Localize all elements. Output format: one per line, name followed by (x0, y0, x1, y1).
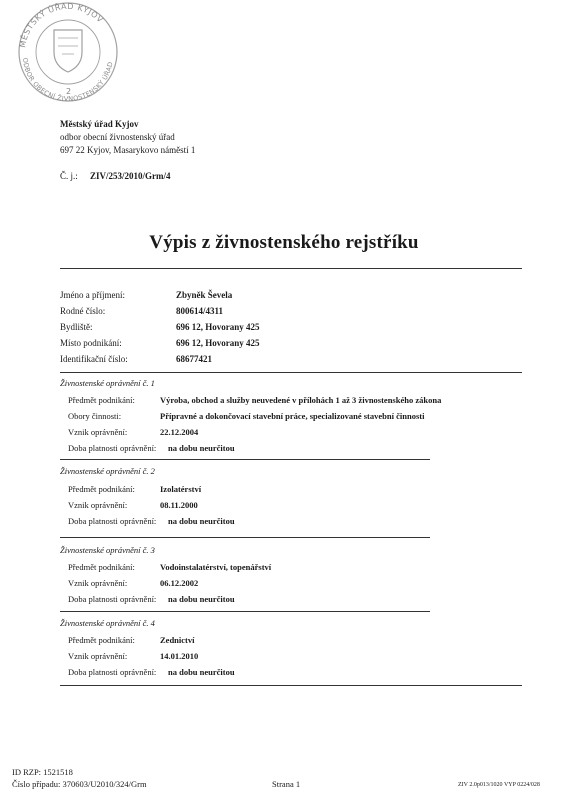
person-label: Jméno a příjmení: (60, 290, 125, 300)
person-value: Zbyněk Ševela (176, 290, 233, 300)
license-row (68, 635, 195, 645)
license-divider (60, 459, 430, 460)
license-label: Doba platnosti oprávnění: (68, 667, 157, 677)
license-value: na dobu neurčitou (168, 516, 235, 526)
license-value: Výroba, obchod a služby neuvedené v přílohách 1 až 3 živnostenského zákona (160, 395, 442, 405)
person-label: Rodné číslo: (60, 306, 106, 316)
footer-id-rzp: ID RZP: 1521518 (12, 767, 73, 777)
svg-text:ODBOR OBECNÍ ŽIVNOSTENSKÝ ÚŘAD (21, 57, 115, 103)
seal-ring-top: MĚSTSKÝ ÚŘAD KYJOV (18, 1, 105, 49)
license-row (68, 667, 235, 677)
license-label: Předmět podnikání: (68, 562, 135, 572)
footer-ids (12, 766, 147, 790)
license-label: Předmět podnikání: (68, 635, 135, 645)
license-value: Izolatérství (160, 484, 202, 494)
license-label: Předmět podnikání: (68, 484, 135, 494)
reference-value: ZIV/253/2010/Grm/4 (90, 171, 171, 181)
license-value: Přípravné a dokončovací stavební práce, specializované stavební činnosti (160, 411, 425, 421)
license-label: Předmět podnikání: (68, 395, 135, 405)
footer-page: Strana 1 (272, 779, 301, 789)
license-label: Vznik oprávnění: (68, 578, 128, 588)
license-row (68, 516, 235, 526)
license-row (68, 427, 199, 437)
license-heading: Živnostenské oprávnění č. 2 (60, 466, 155, 476)
license-label: Obory činnosti: (68, 411, 122, 421)
svg-text:MĚSTSKÝ ÚŘAD KYJOV (18, 2, 105, 49)
license-value: Zednictví (160, 635, 195, 645)
license-row (68, 411, 425, 421)
issuer-address: 697 22 Kyjov, Masarykovo náměstí 1 (60, 145, 196, 155)
license-value: na dobu neurčitou (168, 667, 235, 677)
footer-form-code: ZIV 2.0p013/1020 VYP 0224/028 (458, 782, 540, 788)
end-divider (60, 685, 522, 686)
footer-case-number: Číslo případu: 370603/U2010/324/Grm (12, 779, 147, 789)
reference-line (60, 171, 171, 181)
license-value: na dobu neurčitou (168, 594, 235, 604)
document-title: Výpis z živnostenského rejstříku (149, 232, 419, 253)
license-label: Vznik oprávnění: (68, 651, 128, 661)
license-value: 08.11.2000 (160, 500, 198, 510)
license-row (68, 594, 235, 604)
license-heading: Živnostenské oprávnění č. 4 (60, 618, 155, 628)
license-label: Doba platnosti oprávnění: (68, 443, 157, 453)
person-label: Bydliště: (60, 322, 93, 332)
license-value: 06.12.2002 (160, 578, 199, 588)
license-label: Vznik oprávnění: (68, 500, 128, 510)
person-value: 800614/4311 (176, 306, 224, 316)
person-label: Identifikační číslo: (60, 354, 128, 364)
seal-number: 2 (66, 87, 72, 96)
seal-ring-bottom: ODBOR OBECNÍ ŽIVNOSTENSKÝ ÚŘAD (20, 57, 115, 104)
license-row (68, 562, 272, 572)
person-value: 68677421 (176, 354, 212, 364)
license-divider (60, 611, 430, 612)
person-value: 696 12, Hovorany 425 (176, 322, 260, 332)
issuer-name: Městský úřad Kyjov (60, 119, 139, 129)
reference-label: Č. j.: (60, 171, 78, 181)
license-label: Doba platnosti oprávnění: (68, 594, 157, 604)
person-label: Místo podnikání: (60, 338, 122, 348)
license-value: Vodoinstalatérství, topenářství (160, 562, 272, 572)
license-label: Doba platnosti oprávnění: (68, 516, 157, 526)
license-divider (60, 537, 430, 538)
license-row (68, 651, 199, 661)
license-value: 14.01.2010 (160, 651, 199, 661)
license-row (68, 443, 235, 453)
license-label: Vznik oprávnění: (68, 427, 128, 437)
license-row (68, 484, 202, 494)
license-row (68, 395, 442, 405)
person-value: 696 12, Hovorany 425 (176, 338, 260, 348)
title-divider (60, 268, 522, 269)
license-row (68, 500, 198, 510)
official-seal (6, 0, 130, 110)
license-row (68, 578, 199, 588)
person-divider (60, 372, 522, 373)
issuer-block (60, 118, 195, 157)
issuer-department: odbor obecní živnostenský úřad (60, 132, 175, 142)
license-heading: Živnostenské oprávnění č. 3 (60, 545, 155, 555)
license-value: 22.12.2004 (160, 427, 199, 437)
license-value: na dobu neurčitou (168, 443, 235, 453)
license-heading: Živnostenské oprávnění č. 1 (60, 378, 155, 388)
